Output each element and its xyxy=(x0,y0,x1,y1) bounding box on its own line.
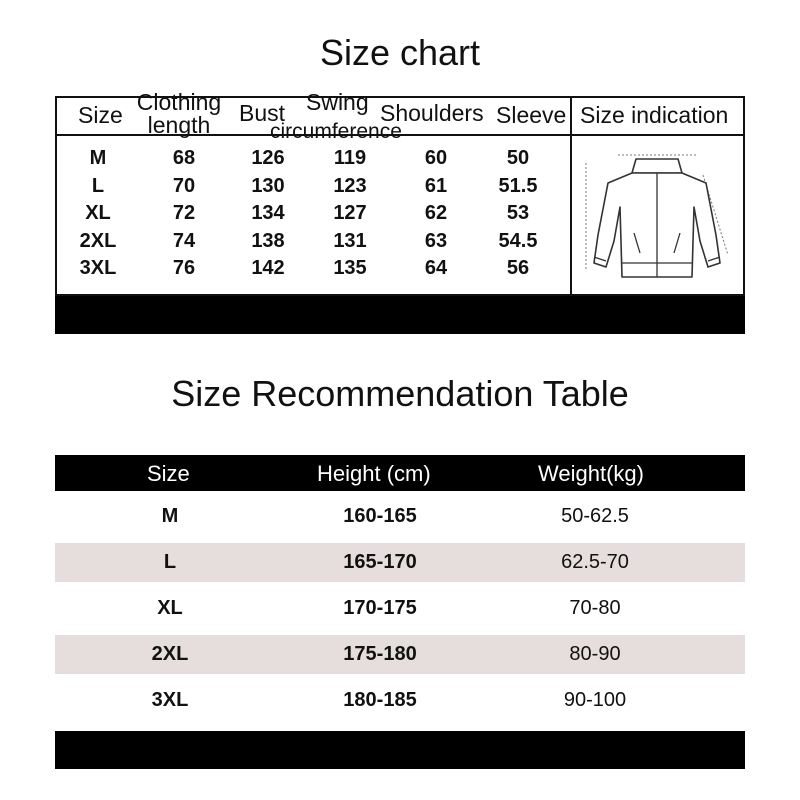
chart-cell-shoulders: 60 xyxy=(424,147,448,169)
chart-bottom-bar xyxy=(55,296,745,334)
chart-cell-sleeve: 51.5 xyxy=(498,174,538,197)
header-size: Size xyxy=(78,102,123,128)
jacket-size-diagram xyxy=(578,145,736,285)
recommendation-row xyxy=(55,589,745,628)
rec-cell-height: 165-170 xyxy=(343,551,417,573)
chart-cell-size: L xyxy=(91,174,105,197)
chart-cell-shoulders: 64 xyxy=(424,257,448,279)
chart-cell-bust: 126 xyxy=(251,147,285,169)
recommendation-bottom-bar xyxy=(55,731,745,769)
size-indication-divider xyxy=(570,98,572,294)
chart-cell-bust: 134 xyxy=(251,202,285,224)
chart-cell-length: 70 xyxy=(172,174,196,197)
header-clothing-length-line2: length xyxy=(147,112,211,138)
rec-cell-weight: 90-100 xyxy=(563,689,627,711)
rec-cell-size: 3XL xyxy=(151,689,189,711)
rec-cell-weight: 62.5-70 xyxy=(561,551,629,573)
chart-cell-swing: 123 xyxy=(333,174,367,197)
rec-cell-size: L xyxy=(163,551,177,573)
rec-cell-weight: 70-80 xyxy=(569,597,621,619)
chart-cell-swing: 135 xyxy=(333,257,367,279)
chart-cell-swing: 131 xyxy=(333,229,367,252)
chart-cell-sleeve: 56 xyxy=(506,257,530,279)
header-bust: Bust xyxy=(239,100,286,126)
recommendation-row xyxy=(55,497,745,536)
header-shoulders: Shoulders xyxy=(380,100,484,126)
rec-cell-size: M xyxy=(161,505,179,527)
rec-cell-size: 2XL xyxy=(151,643,189,665)
chart-cell-shoulders: 62 xyxy=(424,202,448,224)
chart-cell-swing: 127 xyxy=(333,202,367,224)
chart-cell-size: 2XL xyxy=(79,229,117,252)
chart-cell-length: 68 xyxy=(172,147,196,169)
chart-cell-length: 72 xyxy=(172,202,196,224)
chart-cell-shoulders: 61 xyxy=(424,174,448,197)
size-chart-title: Size chart xyxy=(319,32,481,73)
chart-cell-bust: 130 xyxy=(251,174,285,197)
recommendation-row xyxy=(55,635,745,674)
chart-cell-sleeve: 54.5 xyxy=(498,229,538,252)
rec-cell-height: 180-185 xyxy=(343,689,417,711)
chart-cell-bust: 138 xyxy=(251,229,285,252)
rec-header-size: Size xyxy=(147,461,190,486)
header-size-indication: Size indication xyxy=(580,102,729,128)
chart-cell-length: 76 xyxy=(172,257,196,279)
rec-cell-height: 170-175 xyxy=(343,597,417,619)
rec-cell-height: 160-165 xyxy=(343,505,417,527)
chart-cell-shoulders: 63 xyxy=(424,229,448,252)
recommendation-row xyxy=(55,543,745,582)
chart-cell-length: 74 xyxy=(172,229,196,252)
header-clothing-length-line1: Clothing xyxy=(136,89,222,115)
chart-cell-size: M xyxy=(89,147,107,169)
rec-header-height: Height (cm) xyxy=(317,461,431,486)
recommendation-title: Size Recommendation Table xyxy=(171,373,629,414)
header-swing-line2: circumference xyxy=(270,120,402,143)
chart-cell-sleeve: 50 xyxy=(506,147,530,169)
rec-header-weight: Weight(kg) xyxy=(538,461,644,486)
chart-cell-size: XL xyxy=(85,202,111,224)
header-swing-line1: Swing xyxy=(306,89,369,115)
chart-cell-sleeve: 53 xyxy=(506,202,530,224)
recommendation-header xyxy=(55,455,745,491)
rec-cell-size: XL xyxy=(157,597,183,619)
rec-cell-height: 175-180 xyxy=(343,643,417,665)
recommendation-row xyxy=(55,681,745,720)
rec-cell-weight: 50-62.5 xyxy=(561,505,629,527)
chart-cell-bust: 142 xyxy=(251,257,285,279)
header-sleeve: Sleeve xyxy=(496,102,567,128)
chart-cell-swing: 119 xyxy=(333,147,367,169)
chart-cell-size: 3XL xyxy=(79,257,117,279)
rec-cell-weight: 80-90 xyxy=(569,643,621,665)
